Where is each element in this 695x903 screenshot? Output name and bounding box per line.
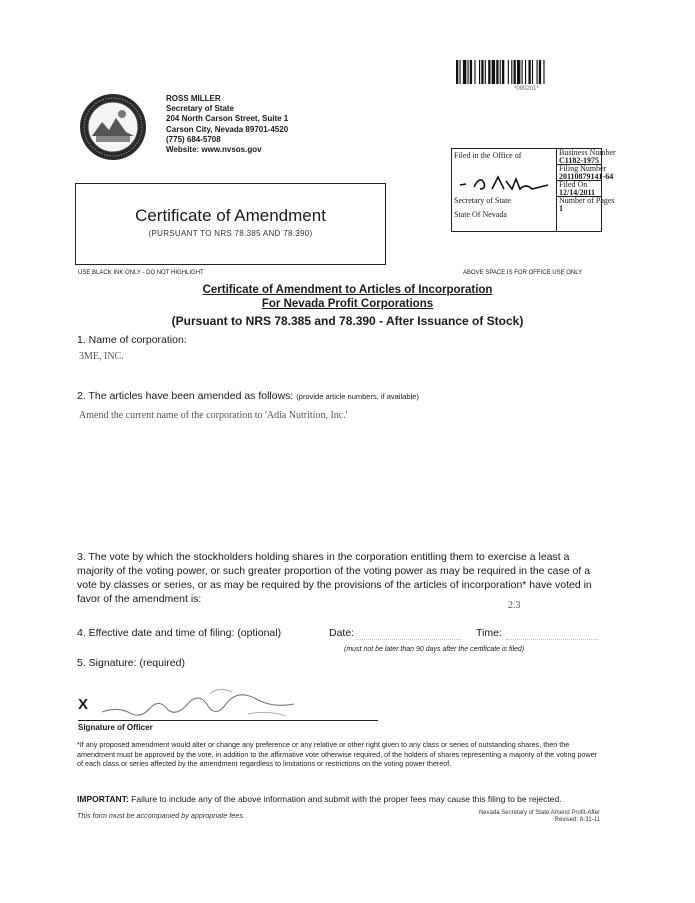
certificate-title: Certificate of Amendment (135, 206, 326, 225)
filed-on-label: Filed On (559, 180, 588, 189)
fees-note: This form must be accompanied by appropriate fees. (77, 811, 245, 820)
form-title-line-1: Certificate of Amendment to Articles of Incorporation (202, 284, 493, 296)
barcode-bar (525, 60, 526, 84)
filed-in-office-label: Filed in the Office of (454, 151, 522, 160)
barcode-bar (511, 60, 512, 84)
barcode-bar (502, 60, 504, 84)
secretary-signature-icon (454, 167, 552, 195)
form-title-line-2: For Nevada Profit Corporations (261, 298, 434, 310)
barcode-bar (488, 60, 490, 84)
revision-info (430, 810, 600, 824)
barcode-bar (508, 60, 509, 84)
item-1-label: 1. Name of corporation: (77, 334, 187, 346)
officer-signature-icon[interactable] (98, 684, 318, 724)
barcode-bar (470, 60, 472, 84)
filing-number-label: Filing Number (559, 164, 607, 173)
barcode-bar (492, 60, 495, 84)
state-label: State Of Nevada (454, 210, 507, 219)
revision-line-2: Revised: 8-31-11 (554, 817, 600, 823)
secretary-label: Secretary of State (454, 196, 511, 205)
footnote: *If any proposed amendment would alter or change any preference or any relative or other right given to any class or series of outstanding shares, then the amendment must be approved by the vote, in addition to the affirmative vote otherwise required, of the holders of shares representing a majority of the voting power of each class or series affected by the amendment regardless to limitations or restrictions on the voting power thereof. (77, 740, 598, 769)
vote-value[interactable]: 2.3 (508, 600, 521, 611)
barcode-bar (500, 60, 501, 84)
time-field[interactable] (506, 639, 598, 640)
signature-mark: X (78, 696, 89, 713)
time-label: Time: (476, 627, 502, 639)
address-line-2: Carson City, Nevada 89701-4520 (166, 124, 289, 134)
address-line-1: 204 North Carson Street, Suite 1 (166, 114, 289, 124)
barcode-bar (481, 60, 483, 84)
important-text: Failure to include any of the above information and submit with the proper fees may cause this filing to be rejected. (131, 794, 562, 804)
phone: (775) 684-5708 (166, 134, 221, 144)
item-2-note: (provide article numbers, if available) (296, 392, 419, 401)
barcode-bar (537, 60, 538, 84)
barcode-bar (463, 60, 466, 84)
barcode-bar (496, 60, 498, 84)
barcode-bar (474, 60, 475, 84)
filing-stamp-box (451, 148, 616, 232)
certificate-subtitle: (PURSUANT TO NRS 78.385 AND 78.390) (148, 229, 313, 238)
filing-number: 20110879141-64 (559, 171, 614, 181)
website: Website: www.nvsos.gov (166, 145, 262, 155)
barcode-bar (528, 60, 530, 84)
barcode-bar (456, 60, 458, 84)
revision-line-1: Nevada Secretary of State Amend Profit-After (478, 810, 600, 816)
amendment-text-value[interactable]: Amend the current name of the corporation to 'Adia Nutrition, Inc.' (79, 410, 348, 421)
filed-on-date: 12/14/2011 (559, 187, 596, 197)
officer-role: Secretary of State (166, 104, 235, 114)
barcode-bar (479, 60, 480, 84)
item-4-note: (must not be later than 90 days after the certificate is filed) (344, 646, 525, 653)
number-of-pages: 1 (559, 203, 563, 213)
barcode-bar (539, 60, 541, 84)
barcode-bar (543, 60, 544, 84)
secretary-of-state-header (166, 94, 288, 155)
barcode-icon (456, 60, 596, 84)
important-notice (77, 794, 562, 804)
barcode-bar (514, 60, 516, 84)
item-4-label: 4. Effective date and time of filing: (optional) (77, 627, 282, 639)
corporation-name-value[interactable]: 3ME, INC. (79, 351, 124, 362)
office-use-note: ABOVE SPACE IS FOR OFFICE USE ONLY (463, 270, 583, 276)
certificate-box (75, 183, 386, 265)
barcode-bar (517, 60, 520, 84)
barcode-bar (532, 60, 533, 84)
item-3-text: 3. The vote by which the stockholders holding shares in the corporation entitling them to exercise a least a majority of the voting power, or such greater proportion of the voting power as may be required in the case of a vote by classes or series, or as may be required by the provisions of the articles of incorporation* have voted in favor of the amendment is: (77, 551, 592, 605)
pages-label: Number of Pages (559, 196, 615, 205)
item-2-label: 2. The articles have been amended as follows: (provide article numbers, if available) (77, 390, 419, 402)
barcode-bar (459, 60, 460, 84)
date-field[interactable] (356, 639, 461, 640)
nevada-state-seal-icon (78, 92, 148, 162)
business-number: C1182-1975 (559, 155, 599, 165)
date-label: Date: (329, 627, 355, 639)
barcode-number: *090201* (514, 86, 539, 92)
barcode-bar (485, 60, 486, 84)
important-label: IMPORTANT: (77, 794, 129, 804)
item-5-label: 5. Signature: (required) (77, 657, 185, 669)
ink-instruction: USE BLACK INK ONLY - DO NOT HIGHLIGHT (78, 270, 204, 276)
barcode-bar (468, 60, 469, 84)
signature-line (78, 720, 378, 721)
business-number-label: Business Number (559, 148, 616, 157)
officer-name: ROSS MILLER (166, 94, 221, 103)
signature-caption: Signature of Officer (78, 723, 153, 732)
barcode-bar (522, 60, 523, 84)
form-title-line-3: (Pursuant to NRS 78.385 and 78.390 - After Issuance of Stock) (171, 314, 524, 328)
